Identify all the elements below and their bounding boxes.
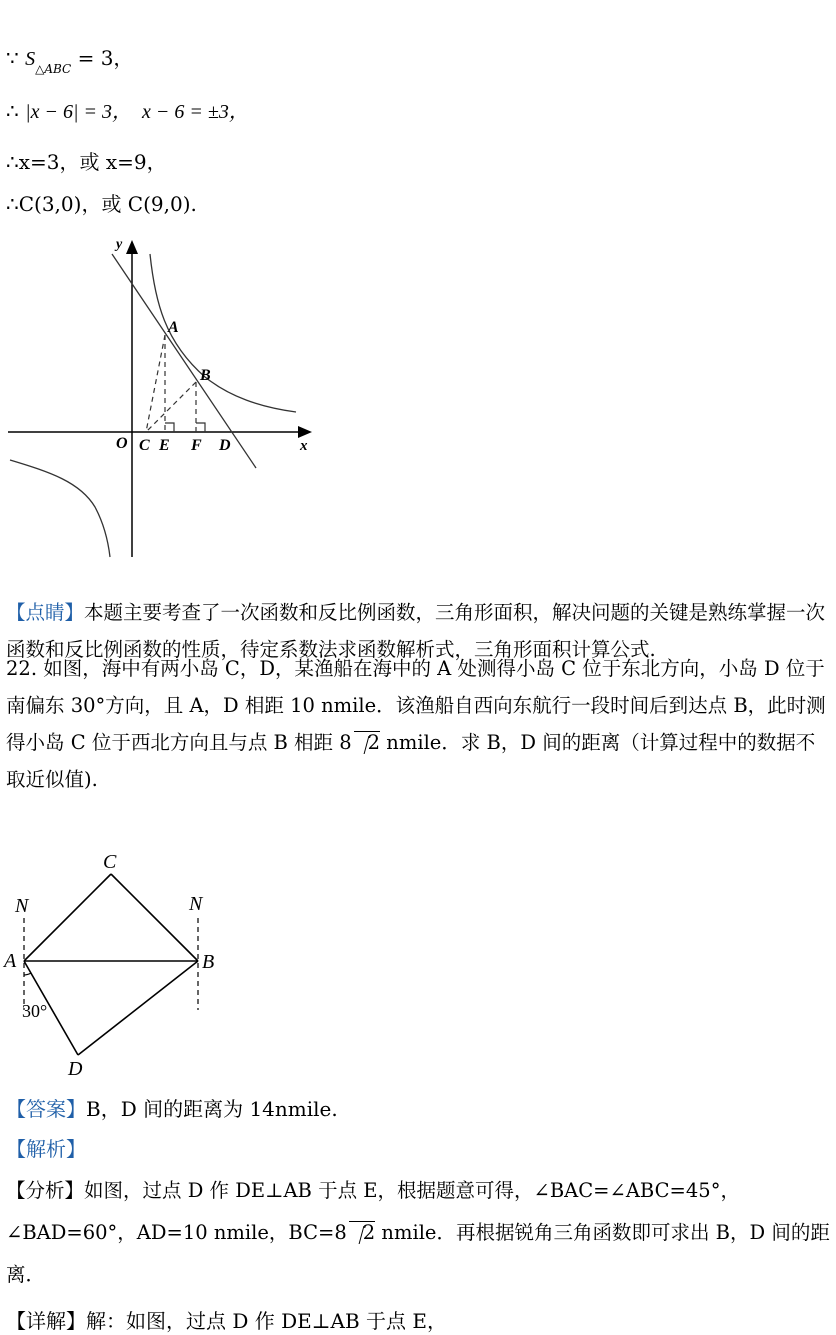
step-1-rest: = 3， [71,46,134,70]
problem-number: 22. [6,657,38,680]
geometry-figure [0,848,240,1088]
area-subscript: △ABC [35,62,72,76]
answer-text: B，D 间的距离为 14nmile. [86,1097,338,1121]
x-axis-arrow [298,426,312,438]
answer-tag: 【答案】 [6,1097,86,1121]
sqrt-symbol [349,1221,375,1244]
sqrt-radicand: 2 [367,731,381,754]
analysis-tag: 【分析】 [6,1179,85,1202]
label-n-right: N [189,893,203,915]
comment-tag: 【点睛】 [6,601,85,624]
comment-text: 本题主要考查了一次函数和反比例函数，三角形面积，解决问题的关键是熟练掌握一次函数和反比例函数的性质，待定系数法求函数解析式，三角形面积计算公式. [6,601,826,661]
label-x: x [300,438,308,454]
sqrt-radicand: 2 [362,1221,376,1244]
right-angle-e [165,423,174,432]
label-b: B [202,951,215,973]
problem-text-b: nmile．求 B，D 间的距离（计算过程中的数据不取近似值). [6,731,816,791]
label-angle: 30° [22,1001,48,1021]
label-o: O [116,435,128,452]
y-axis-arrow [126,240,138,254]
analysis-text-a: 如图，过点 D 作 DE⊥AB 于点 E，根据题意可得，∠BAC=∠ABC=45°，∠BAD=60°，AD=10 nmile，BC=8 [6,1179,740,1244]
label-c: C [139,437,150,454]
linear-function-line [112,254,256,468]
label-a: A [4,950,17,972]
segment-ac [24,874,111,961]
label-n-left: N [15,895,29,917]
hyperbola-branch-3 [10,460,110,557]
segment-db [78,961,198,1055]
sqrt-symbol [354,731,380,754]
analysis-title: 【解析】 [6,1137,86,1161]
label-d: D [219,437,231,454]
segment-bc [146,382,196,432]
label-e: E [159,437,170,454]
step-3: ∴x=3，或 x=9， [6,150,167,174]
label-y: y [116,237,123,252]
analysis-paragraph [6,1170,830,1296]
abs-equation: |x − 6| = 3， [25,101,132,123]
pm-equation: x − 6 = ±3， [141,101,249,123]
label-b: B [200,367,211,384]
analysis-text-b: nmile．再根据锐角三角函数即可求出 B，D 间的距离． [6,1221,830,1286]
function-graph-figure [0,232,330,572]
detail-line [6,1305,447,1334]
step-4: ∴C(3,0)，或 C(9,0). [6,192,197,216]
label-a: A [168,319,179,336]
therefore-symbol: ∴ [6,99,26,123]
label-f: F [191,437,202,454]
step-1 [6,42,133,76]
detail-text: 解：如图，过点 D 作 DE⊥AB 于点 E， [86,1309,448,1333]
step-2 [6,95,249,124]
segment-ac [146,335,165,432]
problem-text-a: 如图，海中有两小岛 C，D，某渔船在海中的 A 处测得小岛 C 位于东北方向，小岛 D 位于南偏东 30°方向，且 A，D 相距 10 nmile．该渔船自西向东航行一段时间后到达点 B，此时测得小岛 C 位于西北方向且与点 B 相距 8 [6,657,826,754]
area-symbol: S [25,48,36,70]
because-symbol: ∵ [6,46,26,70]
label-c: C [103,851,117,873]
problem-22 [6,650,830,798]
detail-tag: 【详解】 [6,1309,86,1333]
right-angle-f [196,423,205,432]
answer-line [6,1093,338,1122]
segment-cb [111,874,198,961]
label-d: D [68,1058,83,1080]
angle-arc [24,973,31,975]
